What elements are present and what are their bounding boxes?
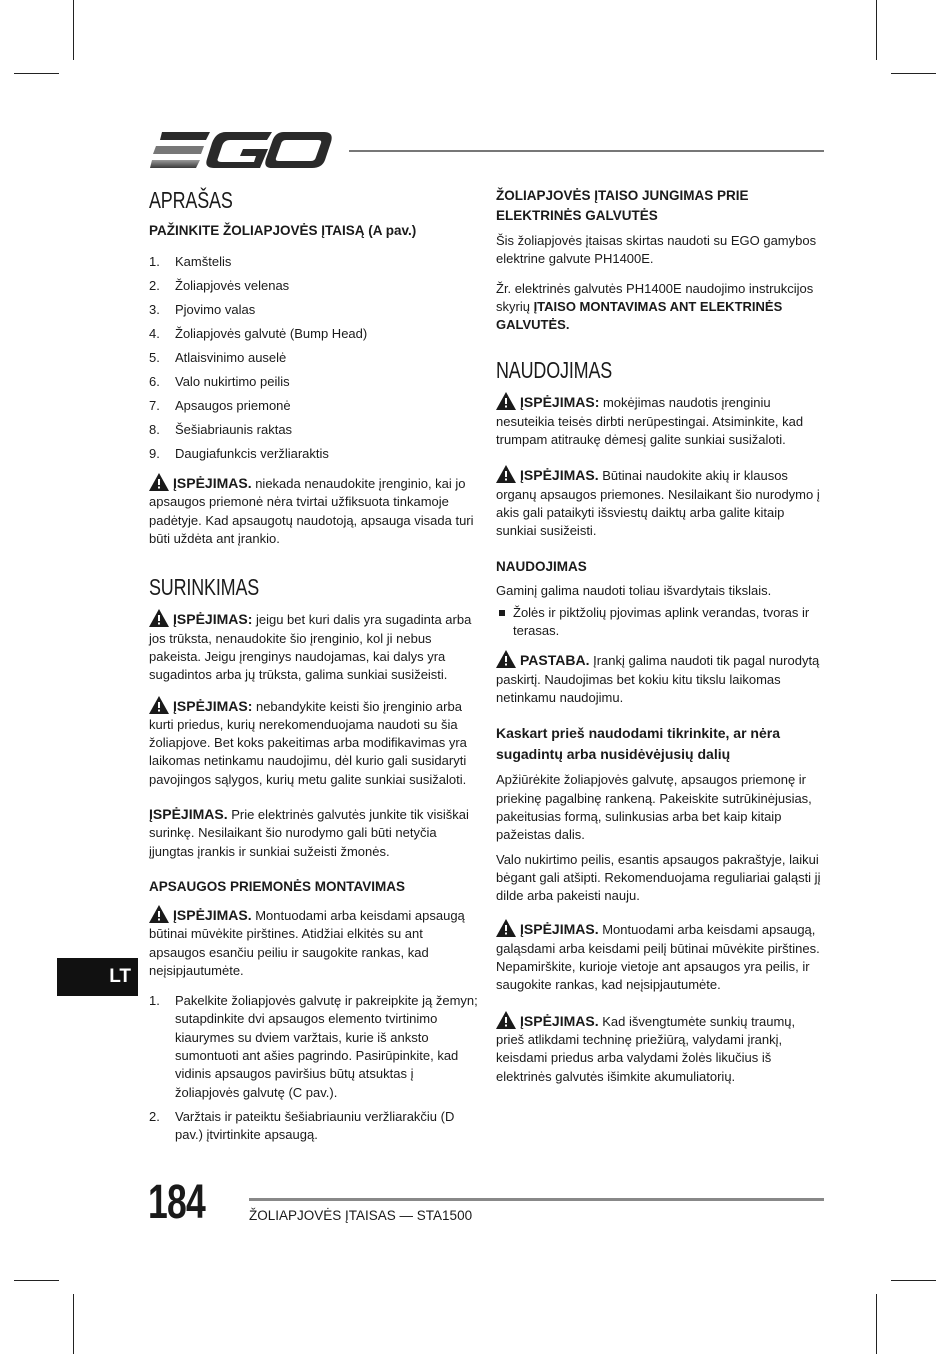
crop-mark [73,1294,74,1354]
warning-block: ĮSPĖJIMAS. Montuodami arba keisdami apsaugą būtinai mūvėkite pirštines. Atidžiai elkitės su ant apsaugos esančiu peiliu ir saugokite rankas, kad neįsipjautumėte. [149,906,465,978]
header-rule [349,150,824,152]
warning-block: ĮSPĖJIMAS: mokėjimas naudotis įrenginiu nesuteikia teisės dirbti nerūpestingai. Atsiminkite, kad trumpam atitraukę dėmesį galite sunkiai susižaloti. [496,394,804,448]
crop-mark [14,73,59,74]
warning-icon [496,465,516,483]
warning-block: ĮSPĖJIMAS: nebandykite keisti šio įrenginio arba kurti priedus, kurių nerekomenduojama naudoti su šia žoliapjove. Bet koks pakeitimas arba modifikavimas yra laikomas netinkamu naudojimu, dėl kurio gali susidaryti pavojingos sąlygos, kurių metu galite sunkiai susižaloti. [149,697,467,787]
list-item: 3. Pjovimo valas [149,301,256,317]
list-item: 2. Varžtais ir pateiktu šešiabriauniu veržliarakčiu (D pav.) įtvirtinkite apsaugą. [149,1108,455,1143]
right-column [496,186,826,1097]
warning-icon [149,905,169,923]
warning-icon [149,473,169,491]
page-number: 184 [148,1176,206,1229]
warning-icon [149,609,169,627]
crop-mark [891,73,936,74]
list-item: 4. Žoliapjovės galvutė (Bump Head) [149,325,368,341]
list-item: Žolės ir piktžolių pjovimas aplink verandas, tvoras ir terasas. [496,604,826,641]
note-block: PASTABA. Įrankį galima naudoti tik pagal nurodytą paskirtį. Naudojimas bet kokiu kitu tikslu laikomas netinkamu naudojimu. [496,652,820,706]
crop-mark [73,0,74,60]
language-tab [57,958,138,996]
list-item: 1. Pakelkite žoliapjovės galvutę ir pakreipkite ją žemyn; sutapdinkite dvi apsaugos elemento tvirtinimo kiaurymes su dviem varžtais, kurie iš anksto sumontuoti ant ašies pagrindo. Pasirūpinkite, kad vidinis apsaugos paviršius būtų atsuktas į žoliapjovės galvutę (C pav.). [149,993,478,1100]
ego-logo [148,128,332,174]
paragraph: Valo nukirtimo peilis, esantis apsaugos pakraštyje, laikui bėgant gali atšipti. Rekomenduojama reguliariai galąsti jį dilde arba pakeisti nauju. [496,851,821,904]
paragraph: Apžiūrėkite žoliapjovės galvutę, apsaugos priemonę ir priekinę pagalbinę rankeną. Pakeiskite sutrūkinėjusias, pakeitusias formą, sulinkusias arba bet kaip kitaip pažeistas dalis. [496,772,812,843]
warning-block: ĮSPĖJIMAS. Montuodami arba keisdami apsaugą, galąsdami arba keisdami peilį būtinai mūvėkite pirštines. Nepamirškite, kurioje vietoje ant apsaugos yra peilis, ir saugokite rankas, kad neįsipjautumėte. [496,921,820,993]
list-item: 6. Valo nukirtimo peilis [149,373,290,389]
warning-icon [496,919,516,937]
list-item: 8. Šešiabriaunis raktas [149,421,293,437]
left-column [149,186,479,1154]
bullet-icon [499,610,505,616]
list-item: 9. Daugiafunkcis veržliaraktis [149,445,329,461]
warning-block: ĮSPĖJIMAS. Prie elektrinės galvutės junkite tik visiškai surinkę. Nesilaikant šio nurodymo gali būti netyčia įjungtas įrankis ir sunkiai sužeisti žmonės. [149,806,469,859]
language-tab-label: LT [109,966,131,987]
list-item: 5. Atlaisvinimo auselė [149,349,287,365]
warning-block: ĮSPĖJIMAS. Būtinai naudokite akių ir klausos organų apsaugos priemones. Nesilaikant šio nurodymo į akis gali pataikyti išsviestų daiktų arba galite kitaip sunkiai susižeisti. [496,467,820,539]
subheading-usage: NAUDOJIMAS [496,558,587,574]
warning-block: ĮSPĖJIMAS. Kad išvengtumėte sunkių traumų, prieš atlikdami techninę priežiūrą, valydami įrankį, keisdami priedus arba valydami žolės likučius iš elektrinės galvutės išimkite akumuliatorių. [496,1012,796,1084]
warning-block: ĮSPĖJIMAS: jeigu bet kuri dalis yra sugadinta arba jos trūksta, nenaudokite šio įrenginio, kol ji nebus pakeista. Jeigu įrenginys naudojamas, kai dalys yra sugadintos arba jų trūksta, galima sunkiai susižeisti. [149,611,472,683]
warning-icon [496,650,516,668]
heading-aprasas: APRAŠAS [149,187,233,213]
parts-list [149,253,479,463]
heading-naudojimas: NAUDOJIMAS [496,357,613,384]
subheading-check-parts: Kaskart prieš naudodami tikrinkite, ar nėra sugadintų arba nusidėvėjusių dalių [496,725,780,763]
crop-mark [891,1280,936,1281]
usage-list [496,604,826,641]
footer-rule [249,1198,824,1201]
list-item: 2. Žoliapjovės velenas [149,277,290,293]
list-item: 1. Kamštelis [149,254,232,269]
warning-icon [496,1011,516,1029]
crop-mark [876,1294,877,1354]
paragraph: Žr. elektrinės galvutės PH1400E naudojimo instrukcijos skyrių ĮTAISO MONTAVIMAS ANT ELEKTRINĖS GALVUTĖS. [496,280,814,333]
subheading-guard-install: APSAUGOS PRIEMONĖS MONTAVIMAS [149,878,406,894]
list-item: 7. Apsaugos priemonė [149,397,291,413]
crop-mark [14,1280,59,1281]
paragraph: Šis žoliapjovės įtaisas skirtas naudoti su EGO gamybos elektrine galvute PH1400E. [496,233,817,267]
install-steps [149,992,479,1144]
warning-icon [496,392,516,410]
warning-icon [149,696,169,714]
subheading-connect-powerhead: ŽOLIAPJOVĖS ĮTAISO JUNGIMAS PRIE ELEKTRINĖS GALVUTĖS [496,188,749,223]
heading-surinkimas: SURINKIMAS [149,574,260,601]
crop-mark [876,0,877,60]
subheading-know-trimmer: PAŽINKITE ŽOLIAPJOVĖS ĮTAISĄ (A pav.) [149,223,417,238]
warning-block: ĮSPĖJIMAS. niekada nenaudokite įrenginio, kai jo apsaugos priemonė nėra tvirtai užfiksuota tinkamoje padėtyje. Kad apsaugotų naudotoją, apsauga visada turi būti uždėta ant įrankio. [149,475,474,547]
paragraph: Gaminį galima naudoti toliau išvardytais tikslais. [496,582,772,598]
footer-title: ŽOLIAPJOVĖS ĮTAISAS — STA1500 [249,1208,473,1223]
